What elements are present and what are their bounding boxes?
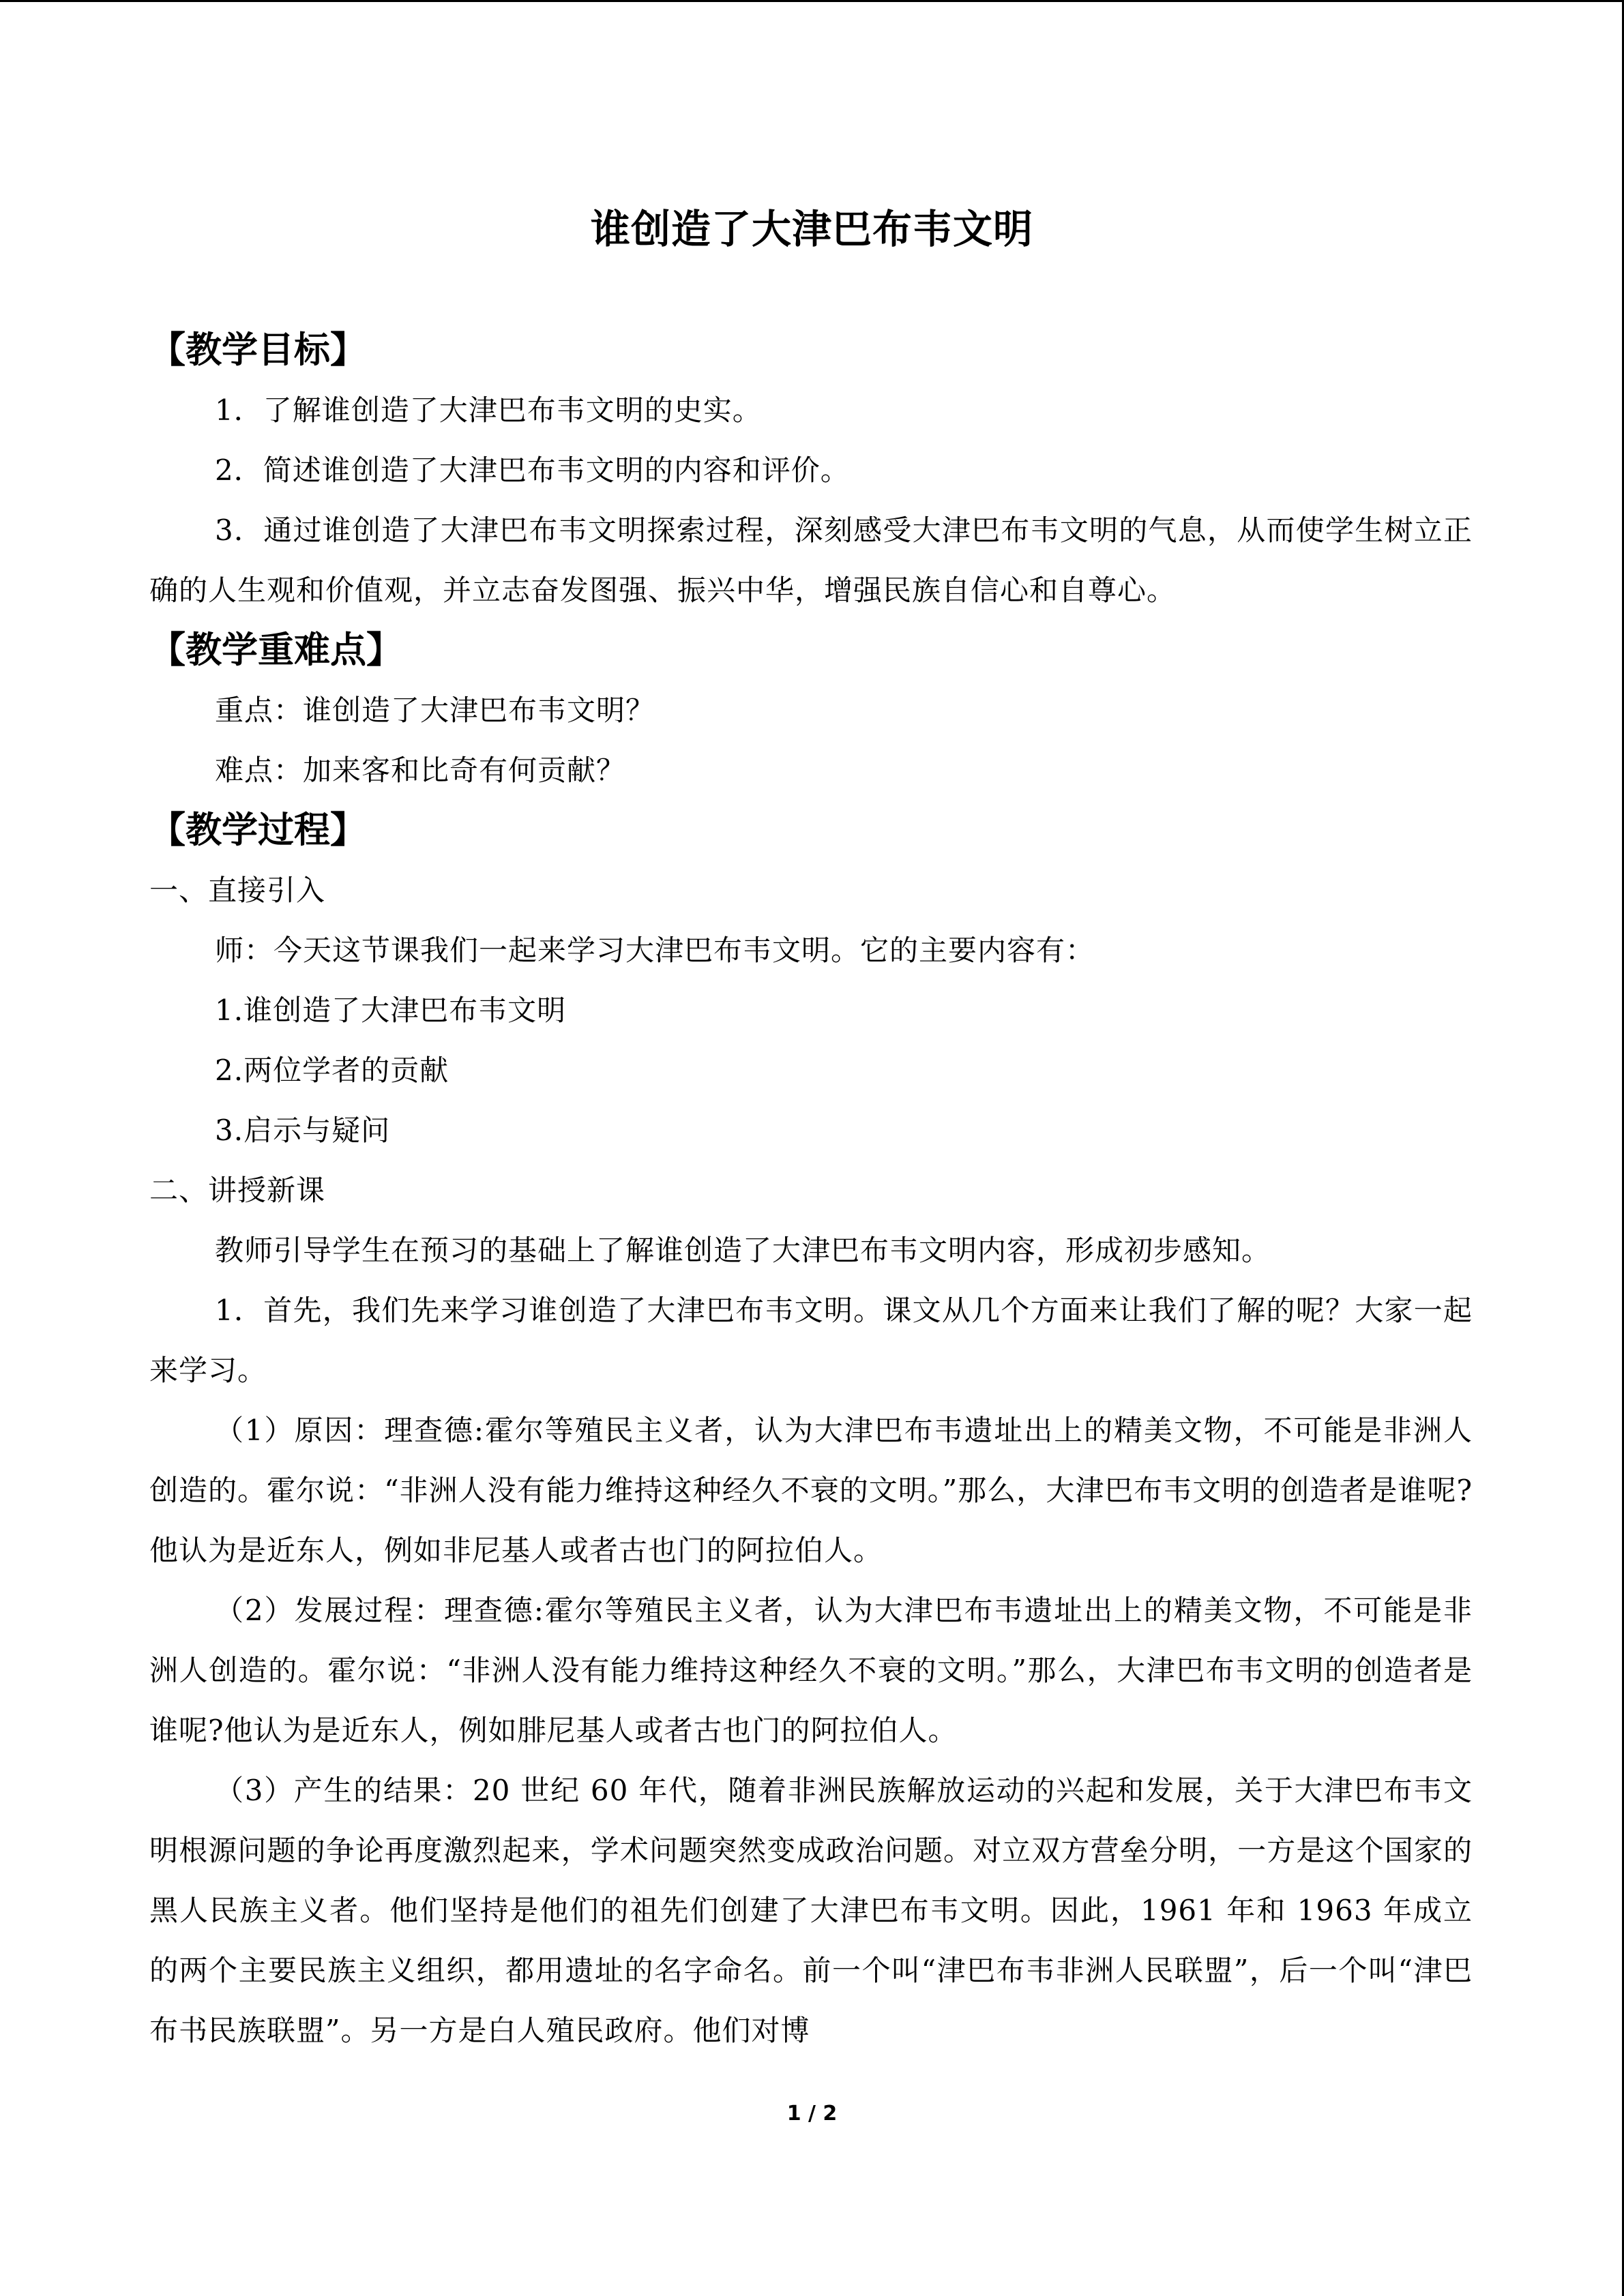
difficult-point: 难点：加来客和比奇有何贡献？ [215,754,626,787]
step2-paragraph: 1．首先，我们先来学习谁创造了大津巴布韦文明。课文从几个方面来让我们了解的呢？大家一起来学习。 [149,1294,1473,1387]
step1-heading: 一、直接引入 [149,874,326,907]
step2-paragraph: （2）发展过程：理查德:霍尔等殖民主义者，认为大津巴布韦遗址出上的精美文物，不可能是非洲人创造的。霍尔说：“非洲人没有能力维持这种经久不衰的文明。”那么，大津巴布韦文明的创造者是谁呢?他认为是近东人，例如腓尼基人或者古也门的阿拉伯人。 [149,1594,1473,1747]
step2-paragraph: （3）产生的结果：20 世纪 60 年代，随着非洲民族解放运动的兴起和发展，关于大津巴布韦文明根源问题的争论再度激烈起来，学术问题突然变成政治问题。对立双方营垒分明，一方是这个国家的黑人民族主义者。他们坚持是他们的祖先们创建了大津巴布韦文明。因此，1961 年和 1963 年成立的两个主要民族主义组织，都用遗址的名字命名。前一个叫“津巴布韦非洲人民联盟”，后一个叫“津巴布书民族联盟”。另一方是白人殖民政府。他们对博 [149,1774,1473,2047]
keypoints-heading: 【教学重难点】 [149,629,402,671]
document-body [149,320,1473,2061]
step2-paragraph: （1）原因：理查德:霍尔等殖民主义者，认为大津巴布韦遗址出上的精美文物，不可能是非洲人创造的。霍尔说：“非洲人没有能力维持这种经久不衰的文明。”那么，大津巴布韦文明的创造者是谁呢?他认为是近东人，例如非尼基人或者古也门的阿拉伯人。 [149,1414,1473,1567]
step2-intro: 教师引导学生在预习的基础上了解谁创造了大津巴布韦文明内容，形成初步感知。 [215,1234,1271,1267]
step2-heading: 二、讲授新课 [149,1174,326,1207]
objectives-heading: 【教学目标】 [149,329,366,371]
objective-item: 3．通过谁创造了大津巴布韦文明探索过程，深刻感受大津巴布韦文明的气息，从而使学生树立正确的人生观和价值观，并立志奋发图强、振兴中华，增强民族自信心和自尊心。 [149,513,1473,607]
step1-item: 2.两位学者的贡献 [215,1054,449,1087]
step1-item: 1.谁创造了大津巴布韦文明 [215,994,567,1027]
process-heading: 【教学过程】 [149,809,366,851]
page-border-top [0,0,1624,2]
key-point: 重点：谁创造了大津巴布韦文明？ [215,694,655,727]
step1-item: 3.启示与疑问 [215,1114,391,1147]
page-number: 1 / 2 [786,2102,838,2126]
step1-intro: 师：今天这节课我们一起来学习大津巴布韦文明。它的主要内容有： [215,934,1095,967]
objective-item: 2．简述谁创造了大津巴布韦文明的内容和评价。 [215,453,850,487]
document-title: 谁创造了大津巴布韦文明 [590,206,1033,252]
objective-item: 1．了解谁创造了大津巴布韦文明的史实。 [215,393,762,427]
